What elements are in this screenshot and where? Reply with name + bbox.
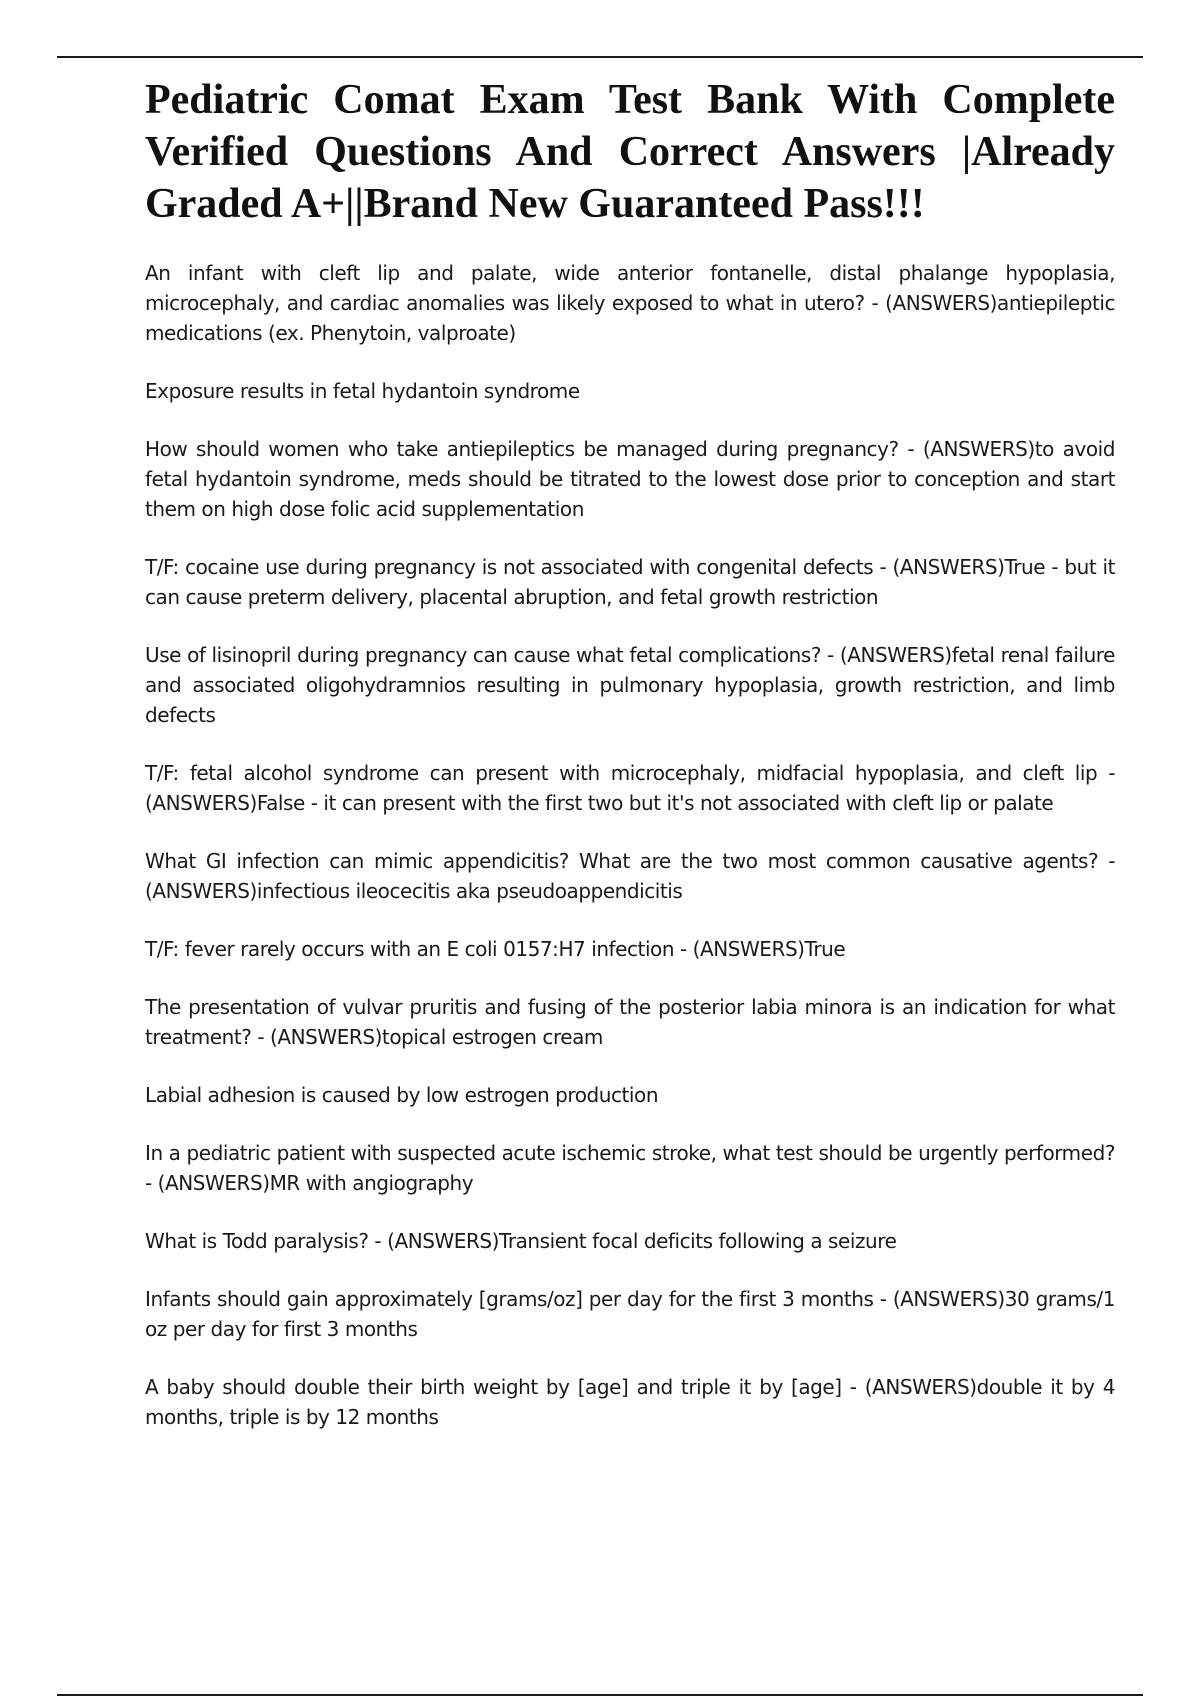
document-body [145, 74, 1115, 1460]
qa-entry: How should women who take antiepileptics be managed during pregnancy? - (ANSWERS)to avoid fetal hydantoin syndrome, meds should be titrated to the lowest dose prior to conception and start them on high dose folic acid supplementation [145, 437, 1115, 521]
document-title: Pediatric Comat Exam Test Bank With Complete Verified Questions And Correct Answers |Already Graded A+||Brand New Guaranteed Pass!!! [145, 77, 1115, 227]
qa-entry: T/F: cocaine use during pregnancy is not associated with congenital defects - (ANSWERS)True - but it can cause preterm delivery, placental abruption, and fetal growth restriction [145, 555, 1115, 609]
qa-entry: Exposure results in fetal hydantoin syndrome [145, 379, 580, 403]
qa-entry: An infant with cleft lip and palate, wide anterior fontanelle, distal phalange hypoplasia, microcephaly, and cardiac anomalies was likely exposed to what in utero? - (ANSWERS)antiepileptic medications (ex. Phenytoin, valproate) [145, 261, 1115, 345]
top-rule [57, 56, 1143, 58]
bottom-rule [57, 1694, 1143, 1696]
qa-entry: T/F: fetal alcohol syndrome can present with microcephaly, midfacial hypoplasia, and cleft lip - (ANSWERS)False - it can present with the first two but it's not associated with cleft lip or palate [145, 761, 1115, 815]
qa-entry: What GI infection can mimic appendicitis? What are the two most common causative agents? - (ANSWERS)infectious ileocecitis aka pseudoappendicitis [145, 849, 1115, 903]
qa-entry: Labial adhesion is caused by low estrogen production [145, 1083, 659, 1107]
qa-entry: Use of lisinopril during pregnancy can cause what fetal complications? - (ANSWERS)fetal renal failure and associated oligohydramnios resulting in pulmonary hypoplasia, growth restriction, and limb defects [145, 643, 1115, 727]
qa-entry: T/F: fever rarely occurs with an E coli 0157:H7 infection - (ANSWERS)True [145, 937, 846, 961]
qa-entry: In a pediatric patient with suspected acute ischemic stroke, what test should be urgently performed? - (ANSWERS)MR with angiography [145, 1141, 1115, 1195]
qa-list [145, 258, 1115, 1432]
qa-entry: Infants should gain approximately [grams/oz] per day for the first 3 months - (ANSWERS)30 grams/1 oz per day for first 3 months [145, 1287, 1115, 1341]
qa-entry: The presentation of vulvar pruritis and fusing of the posterior labia minora is an indication for what treatment? - (ANSWERS)topical estrogen cream [145, 995, 1115, 1049]
qa-entry: A baby should double their birth weight by [age] and triple it by [age] - (ANSWERS)double it by 4 months, triple is by 12 months [145, 1375, 1115, 1429]
qa-entry: What is Todd paralysis? - (ANSWERS)Transient focal deficits following a seizure [145, 1229, 897, 1253]
